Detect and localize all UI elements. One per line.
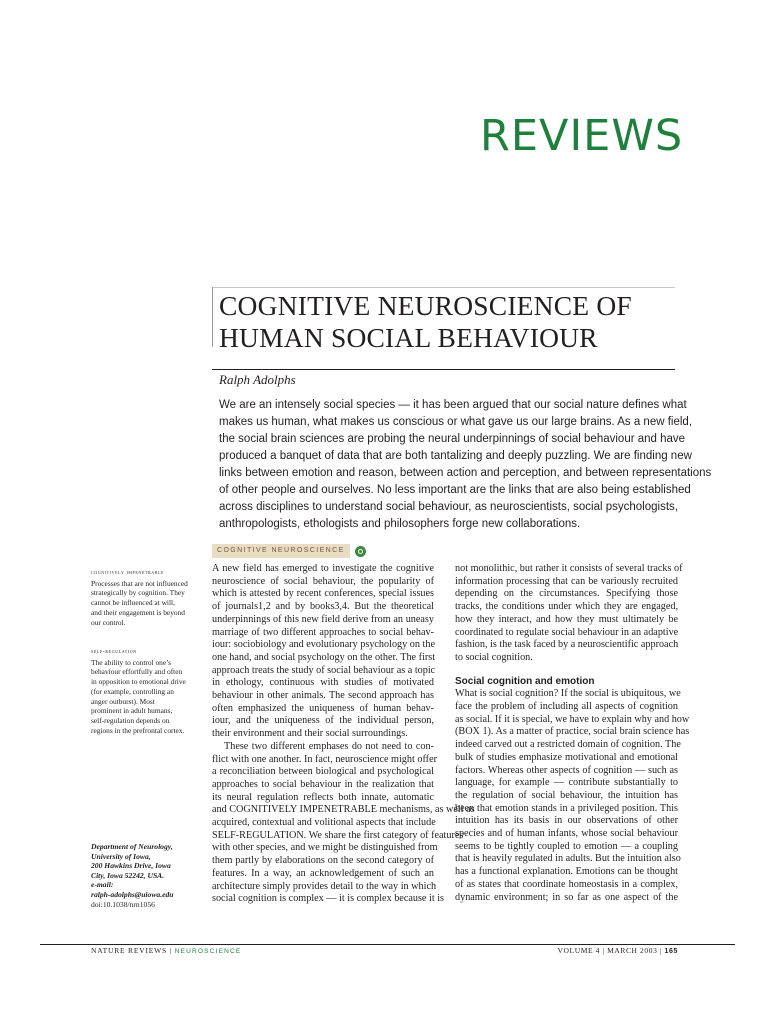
article-title [219, 290, 679, 354]
section-label: REVIEWS [480, 111, 684, 161]
body-line: their environment and their social surroundings. [212, 728, 408, 740]
section-heading: Social cognition and emotion [455, 675, 595, 687]
glossary-line: The ability to control one’s [91, 657, 172, 667]
glossary-line: anger outburst). Most [91, 696, 155, 706]
body-line: that is heavily regulated in adults. But the intuition also [455, 853, 681, 865]
target-icon [355, 546, 366, 557]
abstract [219, 397, 712, 533]
body-line: fashion, is the task faced by a neuroscientific approach [455, 639, 679, 651]
journal-name: NATURE REVIEWS [91, 946, 167, 955]
author-affiliation [91, 842, 216, 909]
footer-separator: | [169, 946, 172, 955]
abstract-line: makes us human, what makes us conscious or what gave us our large brains. As a new field, [219, 416, 693, 428]
body-line: (BOX 1). As a matter of practice, social brain science has [455, 726, 690, 738]
body-column-2 [455, 563, 690, 904]
body-line: species and of human infants, whose social behaviour [455, 828, 678, 840]
spacer [455, 665, 678, 676]
glossary-line: in opposition to emotional drive [91, 677, 186, 687]
body-line: A new field has emerged to investigate the cognitive [212, 563, 434, 574]
body-column-1 [212, 563, 475, 906]
category-tag [212, 544, 366, 558]
affiliation-line: e-mail: [91, 880, 114, 890]
body-line: indeed carved out a restricted domain of cognition. The [455, 739, 681, 751]
title-line: COGNITIVE NEUROSCIENCE OF [219, 290, 632, 321]
affiliation-line: University of Iowa, [91, 851, 151, 861]
body-line: features. In a way, an acknowledgement of such an [212, 867, 434, 879]
glossary-line: strategically by cognition. They [91, 588, 185, 598]
body-line: language, for example — contribute substantially to [455, 777, 678, 789]
glossary-line: Processes that are not influenced [91, 578, 188, 588]
author-rule [212, 369, 675, 370]
body-line: of as states that coordinate homeostasis in a complex, [455, 878, 678, 890]
body-line: approach treats the study of social behaviour as a topic [212, 664, 436, 676]
body-line: marriage of two different approaches to social behav- [212, 626, 434, 638]
category-tag-label: COGNITIVE NEUROSCIENCE [212, 544, 350, 558]
footer-rule [40, 944, 735, 945]
glossary-line: regions in the prefrontal cortex. [91, 725, 185, 735]
volume-info: VOLUME 4 | MARCH 2003 | [557, 946, 663, 955]
abstract-line: anthropologists, ethologists and philosophers forge new collaborations. [219, 518, 581, 530]
body-line: of journals1,2 and by books3,4. But the theoretical [212, 601, 434, 613]
glossary-entry [91, 568, 203, 627]
body-line: a reconciliation between biological and psychological [212, 766, 434, 778]
title-top-rule [212, 287, 675, 288]
title-side-rule [212, 287, 213, 347]
abstract-line: of other people and ourselves. No less important are the links that are also being established [219, 484, 691, 496]
body-line: its neural regulation reflects both innate, automatic [212, 791, 434, 803]
body-line: approaches to social behaviour in the realization that [212, 778, 434, 790]
abstract-line: links between emotion and reason, between action and perception, and between representations [219, 467, 712, 479]
footer-journal [91, 946, 241, 955]
glossary-line: cannot be influenced at will, [91, 598, 175, 608]
body-line: iour, and the uniqueness of the individual person, [212, 715, 434, 727]
body-line: behaviour in other animals. The second approach has [212, 690, 434, 702]
author-name: Ralph Adolphs [219, 372, 296, 387]
body-line: flict with one another. In fact, neuroscience might offer [212, 753, 437, 765]
abstract-line: We are an intensely social species — it has been argued that our social nature defines what [219, 399, 687, 411]
body-line: bulk of studies emphasize motivational and emotional [455, 751, 678, 763]
body-line: one hand, and social psychology on the other. The first [212, 651, 436, 663]
email-link[interactable]: ralph-adolphs@uiowa.edu [91, 889, 174, 899]
body-line: them partly by elaborations on the second category of [212, 855, 434, 867]
body-line: depending on the circumstances. Specifying those [455, 588, 678, 600]
body-line: not monolithic, but rather it consists of several tracks of [455, 563, 683, 574]
journal-section: NEUROSCIENCE [174, 948, 242, 955]
glossary-line: prominent in adult humans, [91, 706, 173, 716]
glossary-line: behaviour effortfully and often [91, 667, 183, 677]
body-line: social cognition is complex — it is complex because it is [212, 893, 445, 905]
abstract-line: produced a banquet of data that are both tantalizing and deeply puzzling. We are finding new [219, 450, 692, 462]
body-line: dynamic environment; in so far as one aspect of the [455, 891, 678, 903]
footer-volume [520, 946, 678, 955]
page-number: 165 [664, 948, 678, 955]
abstract-line: the social brain sciences are probing the neural underpinnings of social behaviour and have [219, 433, 686, 445]
body-line: face the problem of including all aspects of cognition [455, 701, 678, 713]
glossary-entry [91, 647, 203, 735]
glossary-line: self-regulation depends on [91, 715, 170, 725]
body-line: tracks, the conditions under which they are engaged, [455, 601, 678, 613]
affiliation-line: Department of Neurology, [91, 842, 173, 851]
title-line: HUMAN SOCIAL BEHAVIOUR [219, 322, 598, 353]
glossary-term: self-regulation [91, 648, 137, 655]
body-line: the regulation of social behaviour, the intuition has [455, 789, 678, 801]
body-line: to social cognition. [455, 651, 533, 663]
affiliation-line: 200 Hawkins Drive, Iowa [91, 861, 171, 871]
body-line: which is attested by recent conferences, special issues [212, 588, 434, 600]
glossary-term: cognitively impenetrable [91, 569, 165, 576]
body-line: What is social cognition? If the social is ubiquitous, we [455, 688, 681, 700]
body-line: coordinated to regulate social behaviour in an adaptive [455, 626, 679, 638]
body-line: iour: sociobiology and evolutionary psychology on the [212, 639, 435, 651]
glossary-line: (for example, controlling an [91, 686, 174, 696]
body-line: architecture simply provides detail to the way in which [212, 880, 437, 892]
affiliation-line: City, Iowa 52242, USA. [91, 870, 165, 880]
body-line: acquired, contextual and volitional aspects that include [212, 817, 436, 829]
body-line: These two different emphases do not need to con- [224, 740, 434, 752]
body-line: as social. If it is special, we have to explain why and how [455, 713, 690, 725]
doi: doi:10.1038/nrn1056 [91, 899, 155, 909]
body-line: seems to be tightly coupled to emotion — a coupling [455, 840, 678, 852]
body-line: information processing that can be variously recruited [455, 575, 678, 587]
body-line: factors. Whereas other aspects of cognition — such as [455, 764, 678, 776]
body-line: neuroscience of social behaviour, the popularity of [212, 575, 434, 587]
body-line: SELF-REGULATION. We share the first category of features [212, 829, 464, 841]
glossary-line: our control. [91, 617, 126, 627]
glossary-line: and their engagement is beyond [91, 607, 185, 617]
body-line: in ethology, continuous with studies of motivated [212, 677, 434, 689]
body-line: how they interact, and how they must ultimately be [455, 613, 678, 625]
body-line: underpinnings of this new field derive from an uneasy [212, 613, 434, 625]
abstract-line: across disciplines to understand social behaviour, as neuroscientists, social psychologists, [219, 501, 678, 513]
body-line: often emphasized the uniqueness of human behav- [212, 702, 434, 714]
body-line: been that emotion stands in a privileged position. This [455, 802, 678, 814]
body-line: has a functional explanation. Emotions can be thought [455, 866, 678, 878]
body-line: with other species, and we might be distinguished from [212, 842, 438, 854]
body-line: and COGNITIVELY IMPENETRABLE mechanisms, as well as [212, 804, 475, 816]
body-line: intuition has its basis in our observations of other [455, 815, 678, 827]
